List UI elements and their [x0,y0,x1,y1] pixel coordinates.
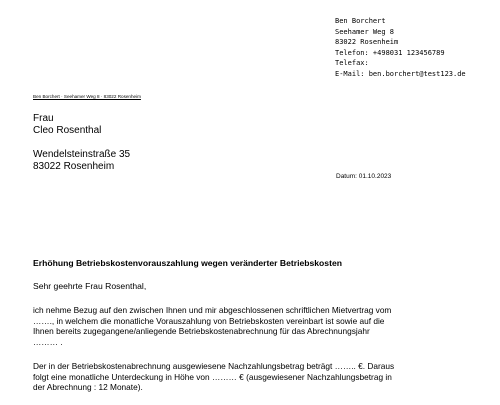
sender-phone: Telefon: +498031 123456789 [335,48,445,57]
recipient-name: Cleo Rosenthal [33,125,102,136]
sender-address-block [335,16,495,80]
paragraph-line: folgt eine monatliche Unterdeckung in Höhe von ……… € (ausgewiesener Nachzahlungsbetrag in [33,371,392,382]
sender-email: E-Mail: ben.borchert@test123.de [335,69,466,78]
paragraph-line: Der in der Betriebskostenabrechnung ausgewiesene Nachzahlungsbetrag beträgt …….. €. Daraus [33,361,395,371]
letter-subject: Erhöhung Betriebskostenvorauszahlung wegen veränderter Betriebskosten [33,258,342,268]
return-address-line: Ben Borchert · Seehamer Weg 8 · 83022 Rosenheim [33,94,141,99]
sender-name: Ben Borchert [335,17,386,25]
letter-greeting: Sehr geehrte Frau Rosenthal, [33,281,147,291]
recipient-address-block [33,113,130,173]
paragraph-line: ……., in welchem die monatliche Vorauszahlung von Betriebskosten vereinbart ist sowie auf die [33,315,385,326]
sender-fax: Telefax: [335,59,369,68]
sender-street: Seehamer Weg 8 [335,27,395,36]
recipient-city: 83022 Rosenheim [33,161,115,172]
sender-city: 83022 Rosenheim [335,38,399,47]
body-paragraph-1 [33,305,495,347]
recipient-spacer [33,137,130,149]
paragraph-line: ich nehme Bezug auf den zwischen Ihnen und mir abgeschlossenen schriftlichen Mietvertrag vom [33,305,392,315]
paragraph-line: Ihnen bereits zugegangene/anliegende Betriebskostenabrechnung für das Abrechnungsjahr [33,326,370,337]
recipient-salutation: Frau [33,113,54,124]
body-paragraph-2 [33,361,495,393]
recipient-street: Wendelsteinstraße 35 [33,149,131,160]
letter-date: Datum: 01.10.2023 [336,173,392,180]
paragraph-line: der Abrechnung : 12 Monate). [33,382,143,393]
paragraph-line: ……… . [33,336,63,347]
